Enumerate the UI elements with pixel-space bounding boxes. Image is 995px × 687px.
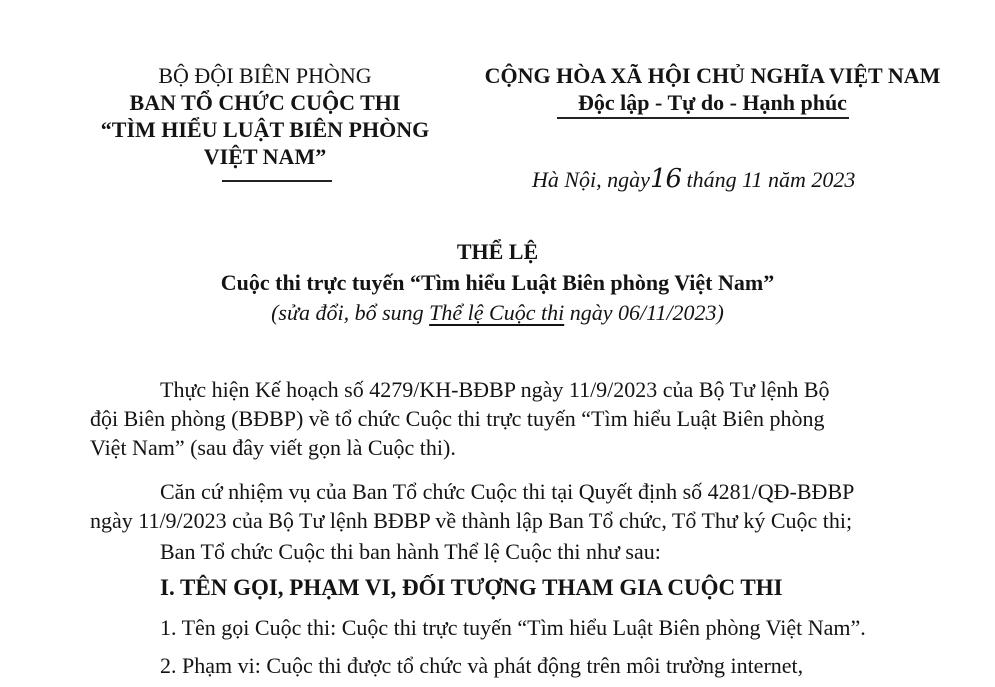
national-motto: Độc lập - Tự do - Hạnh phúc (578, 90, 847, 115)
note-close: ngày 06/11/2023) (564, 300, 724, 325)
body-line: Thực hiện Kế hoạch số 4279/KH-BĐBP ngày 11/9/2023 của Bộ Tư lệnh Bộ (160, 377, 830, 402)
committee-name: BAN TỔ CHỨC CUỘC THI (129, 90, 401, 115)
list-item: 1. Tên gọi Cuộc thi: Cuộc thi trực tuyến “Tìm hiểu Luật Biên phòng Việt Nam”. (160, 615, 866, 640)
note-open: (sửa đổi, bổ sung (271, 300, 430, 325)
note-underlined: Thể lệ Cuộc thi (429, 300, 565, 325)
contest-name-line2: VIỆT NAM” (203, 144, 327, 169)
national-title: CỘNG HÒA XÃ HỘI CHỦ NGHĨA VIỆT NAM (484, 63, 941, 88)
document-amendment-note (0, 299, 995, 326)
left-header-underline (222, 180, 332, 182)
list-item: 2. Phạm vi: Cuộc thi được tổ chức và phát động trên môi trường internet, (160, 653, 804, 678)
document-title: THỂ LỆ (456, 239, 539, 264)
date-prefix: Hà Nội, ngày (532, 167, 650, 192)
date-suffix: tháng 11 năm 2023 (681, 167, 856, 192)
body-line: Ban Tổ chức Cuộc thi ban hành Thể lệ Cuộc thi như sau: (160, 539, 661, 564)
contest-name-line1: “TÌM HIỂU LUẬT BIÊN PHÒNG (100, 117, 430, 142)
document-subtitle: Cuộc thi trực tuyến “Tìm hiểu Luật Biên phòng Việt Nam” (220, 270, 775, 295)
body-line: Việt Nam” (sau đây viết gọn là Cuộc thi). (90, 435, 456, 460)
body-line: ngày 11/9/2023 của Bộ Tư lệnh BĐBP về thành lập Ban Tổ chức, Tổ Thư ký Cuộc thi; (90, 508, 853, 533)
document-date (532, 166, 855, 193)
section-heading: I. TÊN GỌI, PHẠM VI, ĐỐI TƯỢNG THAM GIA CUỘC THI (160, 575, 783, 600)
agency-name: BỘ ĐỘI BIÊN PHÒNG (158, 63, 372, 88)
body-line: Căn cứ nhiệm vụ của Ban Tổ chức Cuộc thi tại Quyết định số 4281/QĐ-BĐBP (160, 479, 855, 504)
body-line: đội Biên phòng (BĐBP) về tổ chức Cuộc thi trực tuyến “Tìm hiểu Luật Biên phòng (90, 406, 825, 431)
date-day-handwritten: 16 (649, 164, 682, 194)
motto-underline (557, 117, 849, 119)
